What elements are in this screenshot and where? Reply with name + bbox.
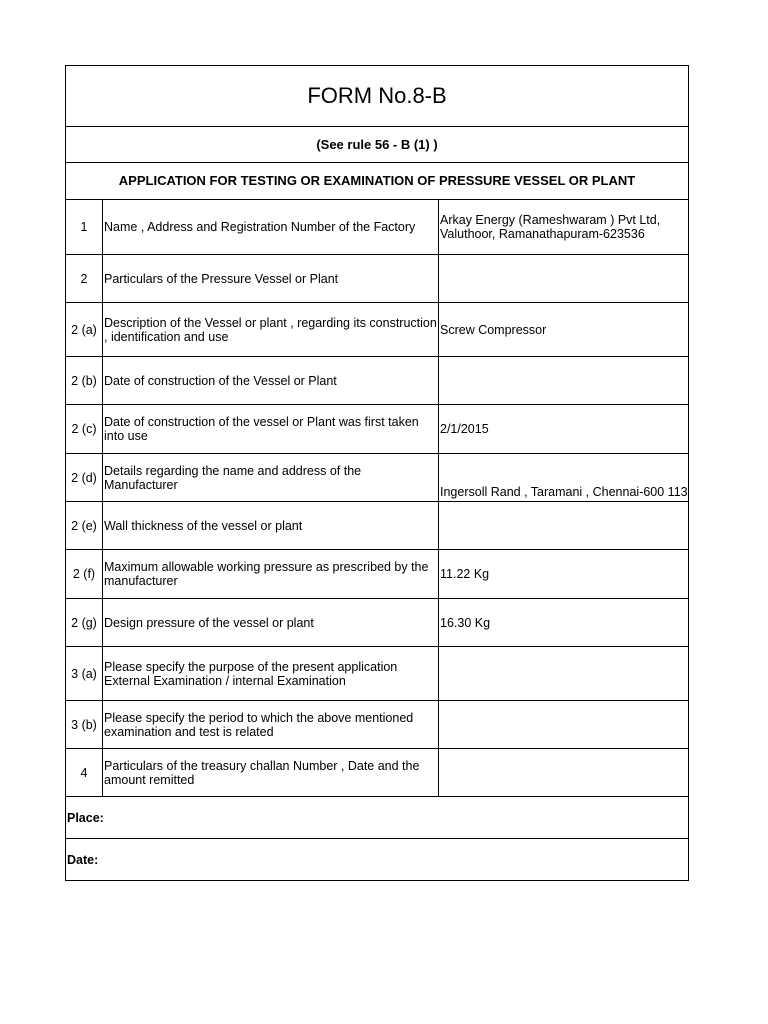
table-row bbox=[66, 647, 689, 701]
item-number: 2 (e) bbox=[66, 502, 103, 550]
table-row bbox=[66, 405, 689, 454]
item-number: 3 (b) bbox=[66, 701, 103, 749]
item-description: Wall thickness of the vessel or plant bbox=[103, 502, 439, 550]
table-row bbox=[66, 454, 689, 502]
item-value[interactable] bbox=[439, 701, 689, 749]
item-value[interactable] bbox=[439, 502, 689, 550]
table-row bbox=[66, 599, 689, 647]
item-number: 2 bbox=[66, 255, 103, 303]
item-description: Design pressure of the vessel or plant bbox=[103, 599, 439, 647]
date-row bbox=[66, 839, 689, 881]
item-value[interactable]: Ingersoll Rand , Taramani , Chennai-600 113 bbox=[439, 454, 689, 502]
item-number: 3 (a) bbox=[66, 647, 103, 701]
item-number: 4 bbox=[66, 749, 103, 797]
item-description: Please specify the purpose of the present application External Examination / internal Examination bbox=[103, 647, 439, 701]
table-row bbox=[66, 502, 689, 550]
item-value[interactable] bbox=[439, 255, 689, 303]
item-number: 2 (c) bbox=[66, 405, 103, 454]
date-label[interactable]: Date: bbox=[66, 839, 689, 881]
item-value[interactable] bbox=[439, 749, 689, 797]
item-number: 2 (b) bbox=[66, 357, 103, 405]
item-number: 2 (d) bbox=[66, 454, 103, 502]
table-row bbox=[66, 255, 689, 303]
item-number: 2 (g) bbox=[66, 599, 103, 647]
item-number: 2 (a) bbox=[66, 303, 103, 357]
table-row bbox=[66, 749, 689, 797]
rule-reference: (See rule 56 - B (1) ) bbox=[66, 127, 689, 163]
place-row bbox=[66, 797, 689, 839]
item-number: 1 bbox=[66, 200, 103, 255]
place-label[interactable]: Place: bbox=[66, 797, 689, 839]
item-description: Name , Address and Registration Number of the Factory bbox=[103, 200, 439, 255]
item-value[interactable]: Arkay Energy (Rameshwaram ) Pvt Ltd, Valuthoor, Ramanathapuram-623536 bbox=[439, 200, 689, 255]
heading-row bbox=[66, 163, 689, 200]
item-value[interactable] bbox=[439, 357, 689, 405]
table-row bbox=[66, 550, 689, 599]
table-row bbox=[66, 357, 689, 405]
item-value[interactable]: 16.30 Kg bbox=[439, 599, 689, 647]
item-description: Date of construction of the vessel or Plant was first taken into use bbox=[103, 405, 439, 454]
table-row bbox=[66, 200, 689, 255]
pressure-vessel-application-form bbox=[65, 65, 689, 881]
form-heading: APPLICATION FOR TESTING OR EXAMINATION OF PRESSURE VESSEL OR PLANT bbox=[66, 163, 689, 200]
item-description: Date of construction of the Vessel or Plant bbox=[103, 357, 439, 405]
title-row bbox=[66, 66, 689, 127]
item-description: Maximum allowable working pressure as prescribed by the manufacturer bbox=[103, 550, 439, 599]
table-row bbox=[66, 303, 689, 357]
item-value[interactable] bbox=[439, 647, 689, 701]
table-row bbox=[66, 701, 689, 749]
item-number: 2 (f) bbox=[66, 550, 103, 599]
item-value[interactable]: 2/1/2015 bbox=[439, 405, 689, 454]
item-description: Particulars of the Pressure Vessel or Plant bbox=[103, 255, 439, 303]
item-description: Please specify the period to which the above mentioned examination and test is related bbox=[103, 701, 439, 749]
item-description: Details regarding the name and address of the Manufacturer bbox=[103, 454, 439, 502]
form-title: FORM No.8-B bbox=[66, 66, 689, 127]
item-description: Particulars of the treasury challan Number , Date and the amount remitted bbox=[103, 749, 439, 797]
rule-row bbox=[66, 127, 689, 163]
item-value[interactable]: Screw Compressor bbox=[439, 303, 689, 357]
item-value[interactable]: 11.22 Kg bbox=[439, 550, 689, 599]
item-description: Description of the Vessel or plant , regarding its construction , identification and use bbox=[103, 303, 439, 357]
